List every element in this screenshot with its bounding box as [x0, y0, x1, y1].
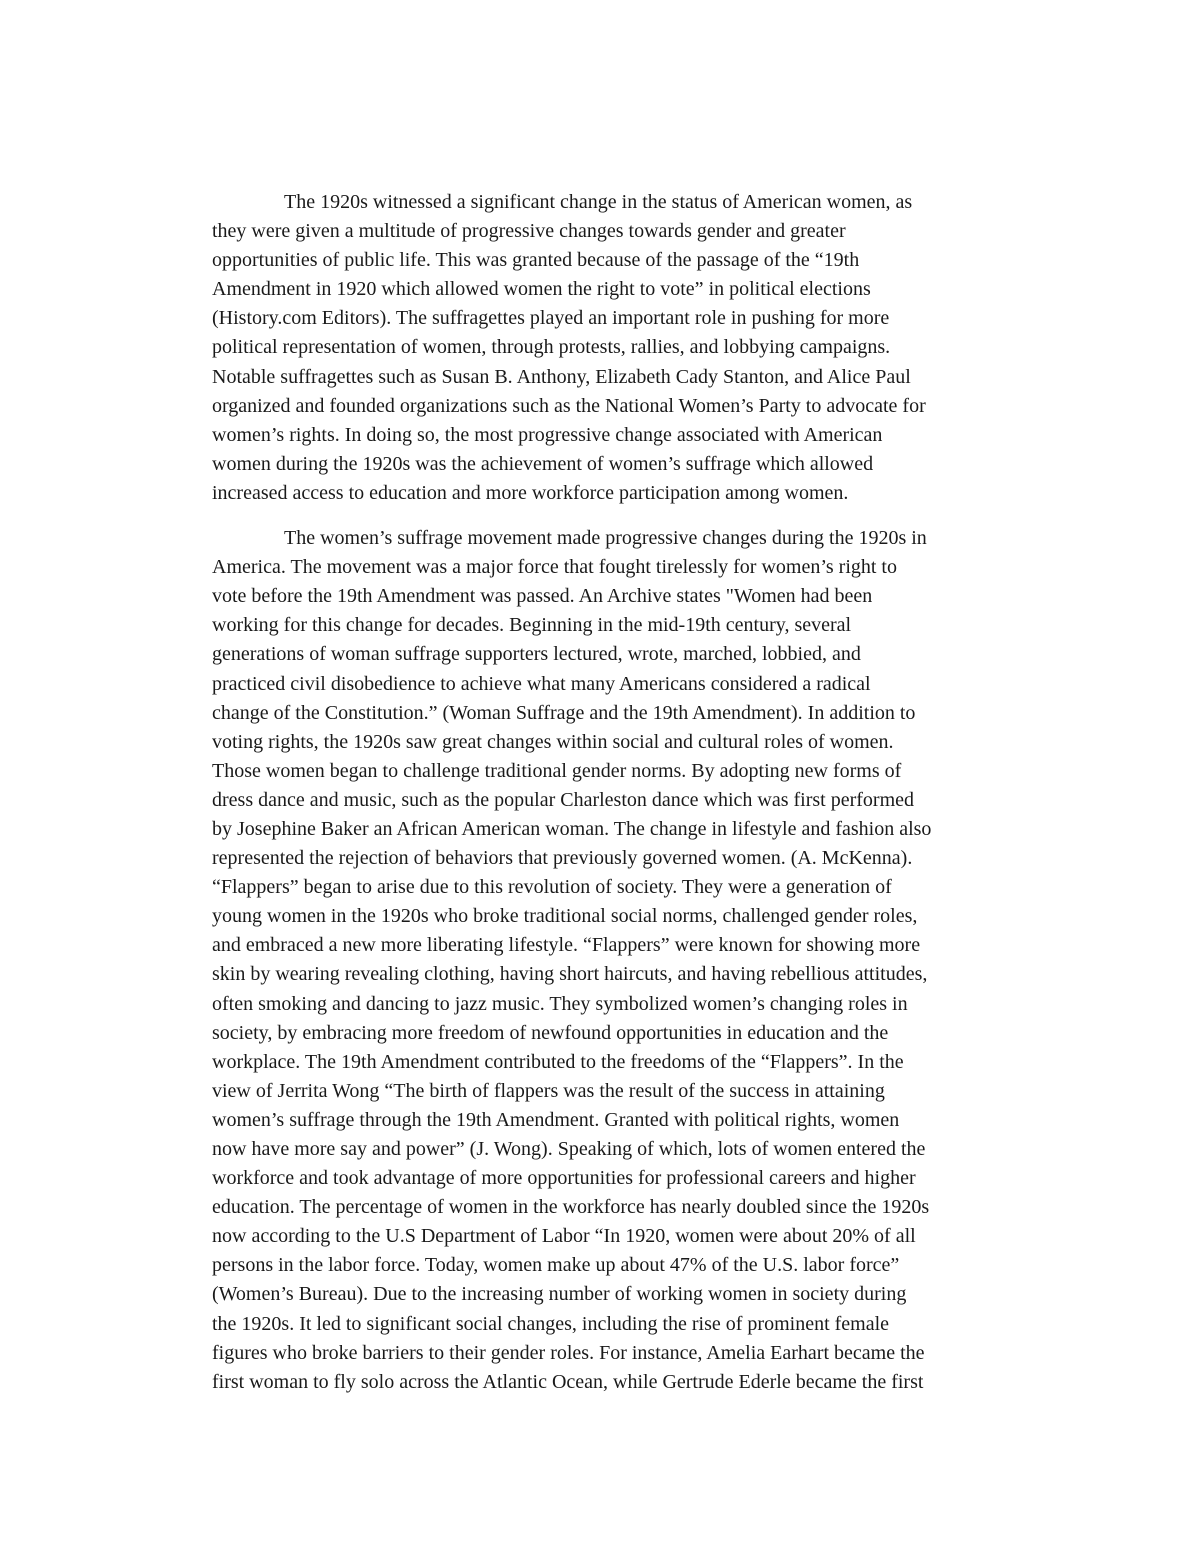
text-line: dress dance and music, such as the popular Charleston dance which was first performed: [212, 788, 915, 811]
text-line: persons in the labor force. Today, women make up about 47% of the U.S. labor force”: [212, 1254, 900, 1277]
paragraph-1: [212, 188, 1072, 508]
text-line: Amendment in 1920 which allowed women the right to vote” in political elections: [212, 278, 871, 301]
text-line: education. The percentage of women in the workforce has nearly doubled since the 1920s: [212, 1196, 930, 1219]
text-line: women’s suffrage through the 19th Amendment. Granted with political rights, women: [212, 1108, 900, 1131]
text-line: voting rights, the 1920s saw great changes within social and cultural roles of women.: [212, 730, 894, 753]
text-line: first woman to fly solo across the Atlantic Ocean, while Gertrude Ederle became the first: [212, 1370, 924, 1393]
text-line: increased access to education and more workforce participation among women.: [212, 481, 849, 504]
text-line: The 1920s witnessed a significant change in the status of American women, as: [284, 191, 913, 213]
text-line: (History.com Editors). The suffragettes played an important role in pushing for more: [212, 307, 890, 330]
text-line: now according to the U.S Department of Labor “In 1920, women were about 20% of all: [212, 1225, 916, 1248]
text-line: skin by wearing revealing clothing, having short haircuts, and having rebellious attitudes,: [212, 963, 928, 986]
text-line: generations of woman suffrage supporters lectured, wrote, marched, lobbied, and: [212, 643, 861, 666]
text-line: change of the Constitution.” (Woman Suffrage and the 19th Amendment). In addition to: [212, 701, 916, 724]
text-line: political representation of women, through protests, rallies, and lobbying campaigns.: [212, 336, 891, 359]
text-line: workplace. The 19th Amendment contributed to the freedoms of the “Flappers”. In the: [212, 1050, 904, 1073]
text-line: The women’s suffrage movement made progressive changes during the 1920s in: [284, 527, 927, 550]
text-line: and embraced a new more liberating lifestyle. “Flappers” were known for showing more: [212, 934, 921, 957]
text-line: Those women began to challenge traditional gender norms. By adopting new forms of: [212, 759, 902, 782]
text-line: often smoking and dancing to jazz music. They symbolized women’s changing roles in: [212, 992, 908, 1015]
text-line: now have more say and power” (J. Wong). Speaking of which, lots of women entered the: [212, 1138, 926, 1160]
text-line: vote before the 19th Amendment was passed. An Archive states "Women had been: [212, 585, 873, 608]
text-line: the 1920s. It led to significant social changes, including the rise of prominent female: [212, 1312, 890, 1335]
text-line: they were given a multitude of progressive changes towards gender and greater: [212, 220, 846, 243]
text-line: women’s rights. In doing so, the most progressive change associated with American: [212, 423, 883, 446]
text-line: view of Jerrita Wong “The birth of flappers was the result of the success in attaining: [212, 1079, 885, 1102]
text-line: workforce and took advantage of more opportunities for professional careers and higher: [212, 1167, 916, 1190]
text-line: (Women’s Bureau). Due to the increasing number of working women in society during: [212, 1283, 907, 1306]
paragraph-2: [212, 524, 1072, 1397]
text-line: by Josephine Baker an African American woman. The change in lifestyle and fashion also: [212, 817, 932, 840]
text-line: America. The movement was a major force that fought tirelessly for women’s right to: [212, 556, 897, 579]
text-line: practiced civil disobedience to achieve what many Americans considered a radical: [212, 672, 871, 695]
text-line: “Flappers” began to arise due to this revolution of society. They were a generation of: [212, 876, 892, 899]
text-line: opportunities of public life. This was granted because of the passage of the “19th: [212, 249, 860, 272]
text-line: young women in the 1920s who broke traditional social norms, challenged gender roles,: [212, 905, 918, 928]
document-body: [212, 188, 1072, 1397]
text-line: women during the 1920s was the achievement of women’s suffrage which allowed: [212, 452, 874, 475]
text-line: working for this change for decades. Beginning in the mid-19th century, several: [212, 614, 852, 637]
text-line: Notable suffragettes such as Susan B. Anthony, Elizabeth Cady Stanton, and Alice Paul: [212, 365, 911, 388]
text-line: society, by embracing more freedom of newfound opportunities in education and the: [212, 1021, 889, 1044]
text-line: represented the rejection of behaviors that previously governed women. (A. McKenna).: [212, 847, 913, 870]
text-line: figures who broke barriers to their gender roles. For instance, Amelia Earhart became the: [212, 1341, 925, 1364]
text-line: organized and founded organizations such as the National Women’s Party to advocate for: [212, 394, 926, 417]
